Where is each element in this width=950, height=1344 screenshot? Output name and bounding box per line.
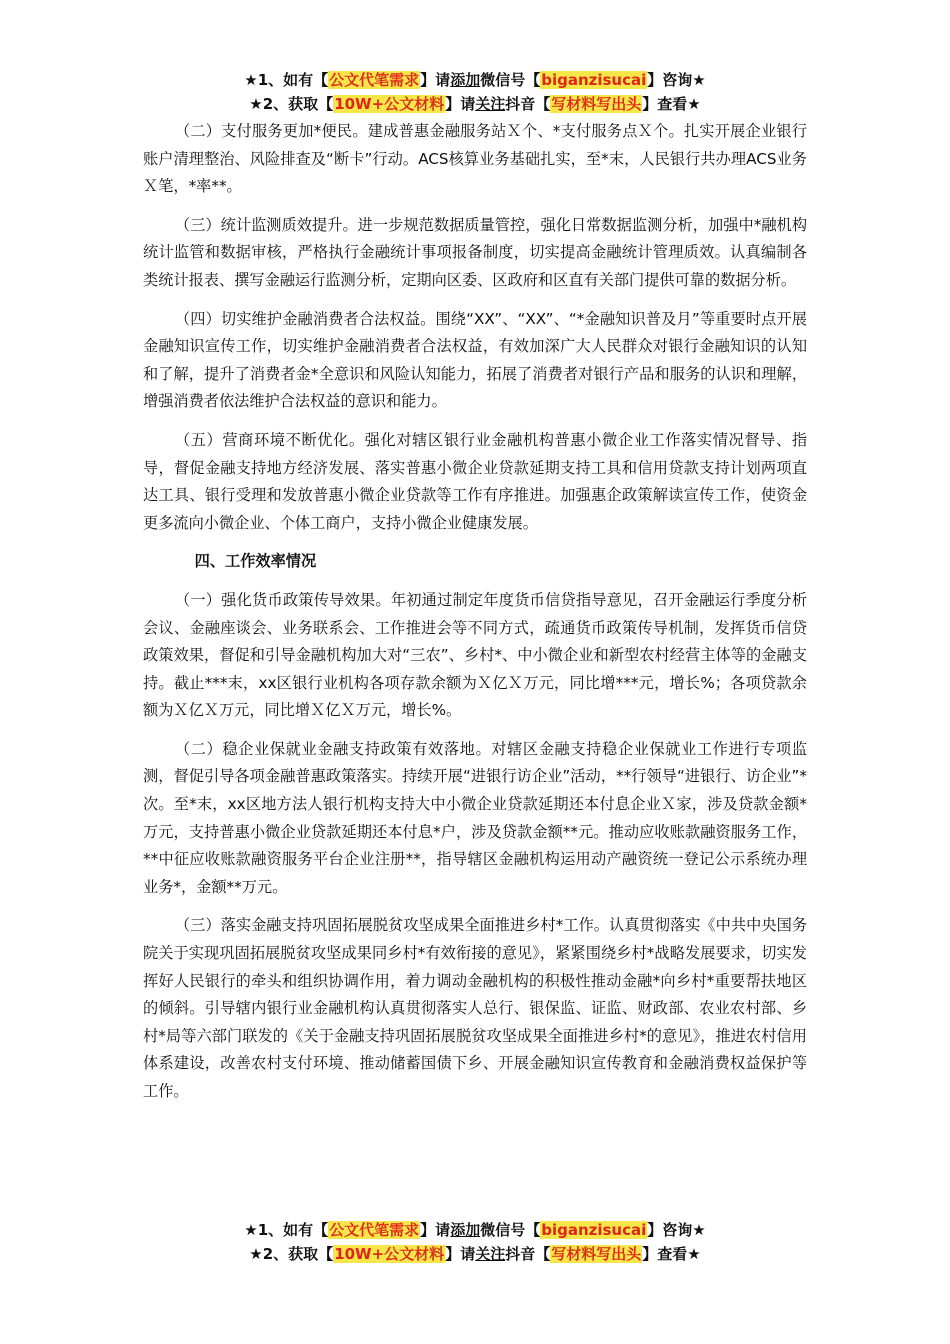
paragraph-consumer-rights: （四）切实维护金融消费者合法权益。围绕“XX”、“XX”、“*金融知识普及月”等重要时点开展金融知识宣传工作，切实维护金融消费者合法权益，有效加深广大人民群众对银行金融知识的认知和了解，提升了消费者金*全意识和风险认知能力，拓展了消费者对银行产品和服务的认识和理解，增强消费者依法维护合法权益的意识和能力。 xyxy=(143,309,807,411)
banner-text: 】咨询★ xyxy=(647,1221,706,1239)
banner-line-2 xyxy=(0,92,950,116)
add-underlined: 添加 xyxy=(450,71,481,89)
paragraph-statistics-monitoring: （三）统计监测质效提升。进一步规范数据质量管控，强化日常数据监测分析，加强中*融机构统计监管和数据审核，严格执行金融统计事项报备制度，切实提高金融统计管理质效。认真编制各类统计报表、撰写金融运行监测分析，定期向区委、区政府和区直有关部门提供可靠的数据分析。 xyxy=(143,215,807,289)
banner-text: 】请 xyxy=(445,1245,476,1263)
ghostwriting-highlight: 公文代笔需求 xyxy=(329,1221,420,1239)
materials-highlight: 10W+公文材料 xyxy=(334,95,445,113)
paragraph-rural-revitalization: （三）落实金融支持巩固拓展脱贫攻坚成果全面推进乡村*工作。认真贯彻落实《中共中央国务院关于实现巩固拓展脱贫攻坚成果同乡村*有效衔接的意见》，紧紧围绕乡村*战略发展要求，切实发挥好人民银行的牵头和组织协调作用，着力调动金融机构的积极性推动金融*向乡村*重要帮扶地区的倾斜。引导辖内银行业金融机构认真贯彻落实人总行、银保监、证监、财政部、农业农村部、乡村*局等六部门联发的《关于金融支持巩固拓展脱贫攻坚成果全面推进乡村*的意见》，推进农村信用体系建设，改善农村支付环境、推动储蓄国债下乡、开展金融知识宣传教育和金融消费权益保护等工作。 xyxy=(143,916,807,1100)
paragraph-monetary-policy: （一）强化货币政策传导效果。年初通过制定年度货币信贷指导意见，召开金融运行季度分析会议、金融座谈会、业务联系会、工作推进会等不同方式，疏通货币政策传导机制，发挥货币信贷政策效果，督促和引导金融机构加大对“三农”、乡村*、中小微企业和新型农村经营主体等的金融支持。截止***末，xx区银行业机构各项存款余额为Ｘ亿Ｘ万元，同比增***元，增长%；各项贷款余额为Ｘ亿Ｘ万元，同比增Ｘ亿Ｘ万元，增长%。 xyxy=(143,590,807,720)
banner-text: 微信号【 xyxy=(480,71,541,89)
banner-text: 】咨询★ xyxy=(647,71,706,89)
paragraph-business-environment: （五）营商环境不断优化。强化对辖区银行业金融机构普惠小微企业工作落实情况督导、指导，督促金融支持地方经济发展、落实普惠小微企业贷款延期支持工具和信用贷款支持计划两项直达工具、银行受理和发放普惠小微企业贷款等工作有序推进。加强惠企政策解读宣传工作，使资金更多流向小微企业、个体工商户，支持小微企业健康发展。 xyxy=(143,430,807,532)
douyin-id-highlight[interactable]: 写材料写出头 xyxy=(551,95,642,113)
douyin-id-highlight[interactable]: 写材料写出头 xyxy=(551,1245,642,1263)
banner-text: 】请 xyxy=(445,95,476,113)
banner-text: 】请 xyxy=(420,71,451,89)
banner-text: 】查看★ xyxy=(642,1245,701,1263)
banner-line-1 xyxy=(0,1218,950,1242)
follow-underlined: 关注 xyxy=(475,1245,506,1263)
wechat-id-highlight[interactable]: biganzisucai xyxy=(541,1221,647,1239)
banner-text: ★2、获取【 xyxy=(249,1245,334,1263)
banner-text: ★2、获取【 xyxy=(249,95,334,113)
paragraph-payment-services: （二）支付服务更加*便民。建成普惠金融服务站Ｘ个、*支付服务点Ｘ个。扎实开展企业银行账户清理整治、风险排查及“断卡”行动。ACS核算业务基础扎实，至*末，人民银行共办理ACS业务Ｘ笔，*率**。 xyxy=(143,122,807,196)
follow-underlined: 关注 xyxy=(475,95,506,113)
paragraph-employment-support: （二）稳企业保就业金融支持政策有效落地。对辖区金融支持稳企业保就业工作进行专项监测，督促引导各项金融普惠政策落实。持续开展“进银行访企业”活动，**行领导“进银行、访企业”*次。至*末，xx区地方法人银行机构支持大中小微企业贷款延期还本付息企业Ｘ家，涉及贷款金额*万元，支持普惠小微企业贷款延期还本付息*户，涉及贷款金额**元。推动应收账款融资服务工作，**中征应收账款融资服务平台企业注册**，指导辖区金融机构运用动产融资统一登记公示系统办理业务*，金额**万元。 xyxy=(143,739,807,896)
top-banner xyxy=(0,68,950,116)
banner-line-2 xyxy=(0,1242,950,1266)
materials-highlight: 10W+公文材料 xyxy=(334,1245,445,1263)
document-body xyxy=(143,118,807,1117)
banner-text: 抖音【 xyxy=(505,1245,551,1263)
banner-text: ★1、如有【 xyxy=(244,71,329,89)
banner-line-1 xyxy=(0,68,950,92)
banner-text: 抖音【 xyxy=(505,95,551,113)
wechat-id-highlight[interactable]: biganzisucai xyxy=(541,71,647,89)
banner-text: 微信号【 xyxy=(480,1221,541,1239)
banner-text: 】请 xyxy=(420,1221,451,1239)
banner-text: ★1、如有【 xyxy=(244,1221,329,1239)
ghostwriting-highlight: 公文代笔需求 xyxy=(329,71,420,89)
bottom-banner xyxy=(0,1218,950,1266)
banner-text: 】查看★ xyxy=(642,95,701,113)
section-heading-work-efficiency: 四、工作效率情况 xyxy=(194,552,317,571)
add-underlined: 添加 xyxy=(450,1221,481,1239)
